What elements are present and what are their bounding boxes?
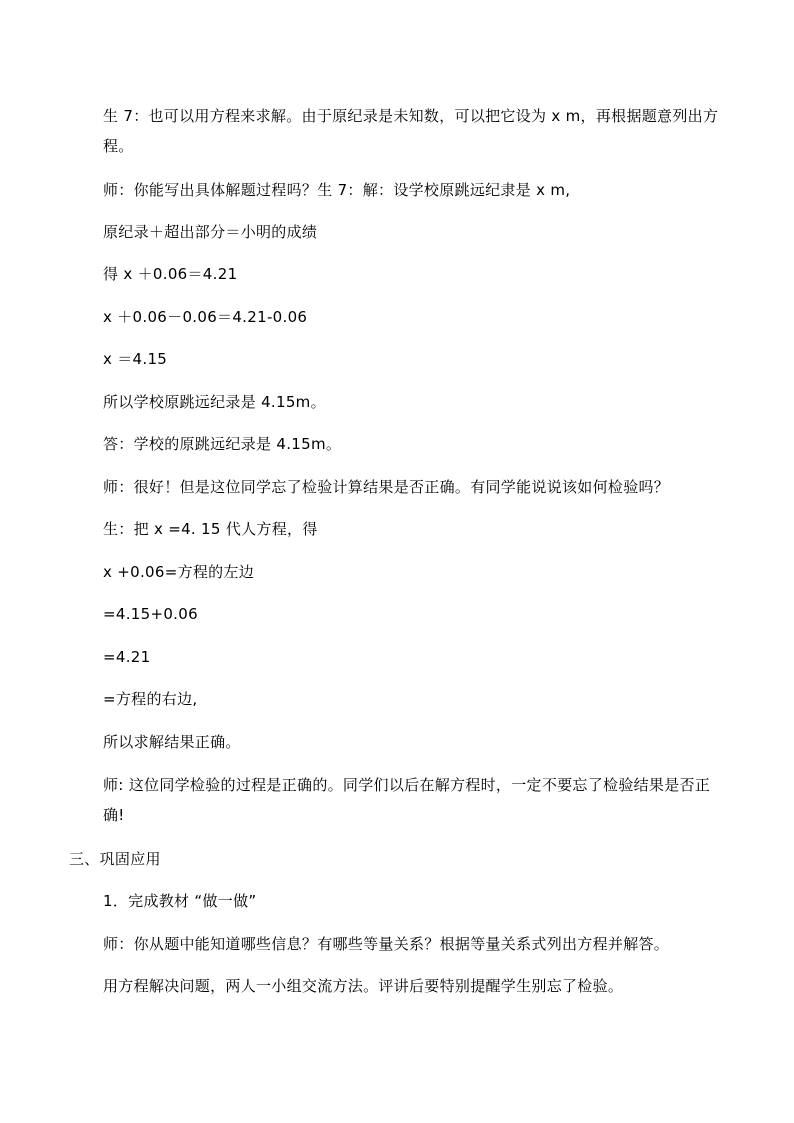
check-line-3: =4.21 bbox=[103, 648, 151, 666]
paragraph-relation: 原纪录＋超出部分＝小明的成绩 bbox=[103, 223, 318, 241]
equation-line-1: 得 x ＋0.06＝4.21 bbox=[103, 265, 238, 283]
check-line-4: =方程的右边, bbox=[103, 690, 198, 708]
check-line-2: =4.15+0.06 bbox=[103, 605, 198, 623]
paragraph-check-correct: 所以求解结果正确。 bbox=[103, 733, 241, 751]
section-heading-consolidate: 三、巩固应用 bbox=[69, 850, 161, 868]
paragraph-teacher-check: 师：很好！但是这位同学忘了检验计算结果是否正确。有同学能说说该如何检验吗？ bbox=[103, 478, 670, 496]
paragraph-student7-equation: 生 7：也可以用方程来求解。由于原纪录是未知数，可以把它设为 x m，再根据题意列出方程。 bbox=[103, 107, 719, 155]
paragraph-result: 所以学校原跳远纪录是 4.15m。 bbox=[103, 393, 326, 411]
paragraph-group-discussion: 用方程解决问题，两人一小组交流方法。评讲后要特别提醒学生别忘了检验。 bbox=[103, 977, 624, 995]
paragraph-answer: 答：学校的原跳远纪录是 4.15m。 bbox=[103, 435, 342, 453]
paragraph-teacher-question: 师：你能写出具体解题过程吗？生 7：解：设学校原跳远纪隶是 x m, bbox=[103, 181, 571, 199]
paragraph-student-check: 生：把 x =4. 15 代人方程，得 bbox=[103, 520, 318, 538]
paragraph-teacher-summary: 师: 这位同学检验的过程是正确的。同学们以后在解方程时，一定不要忘了检验结果是否正确! bbox=[103, 776, 711, 824]
equation-line-2: x ＋0.06－0.06＝4.21-0.06 bbox=[103, 308, 308, 326]
list-item-textbook: 1．完成教材 “做一做” bbox=[103, 892, 257, 910]
equation-line-3: x ＝4.15 bbox=[103, 350, 168, 368]
check-line-1: x +0.06=方程的左边 bbox=[103, 563, 255, 581]
paragraph-teacher-info: 师：你从题中能知道哪些信息？有哪些等量关系？根据等量关系式列出方程并解答。 bbox=[103, 935, 670, 953]
